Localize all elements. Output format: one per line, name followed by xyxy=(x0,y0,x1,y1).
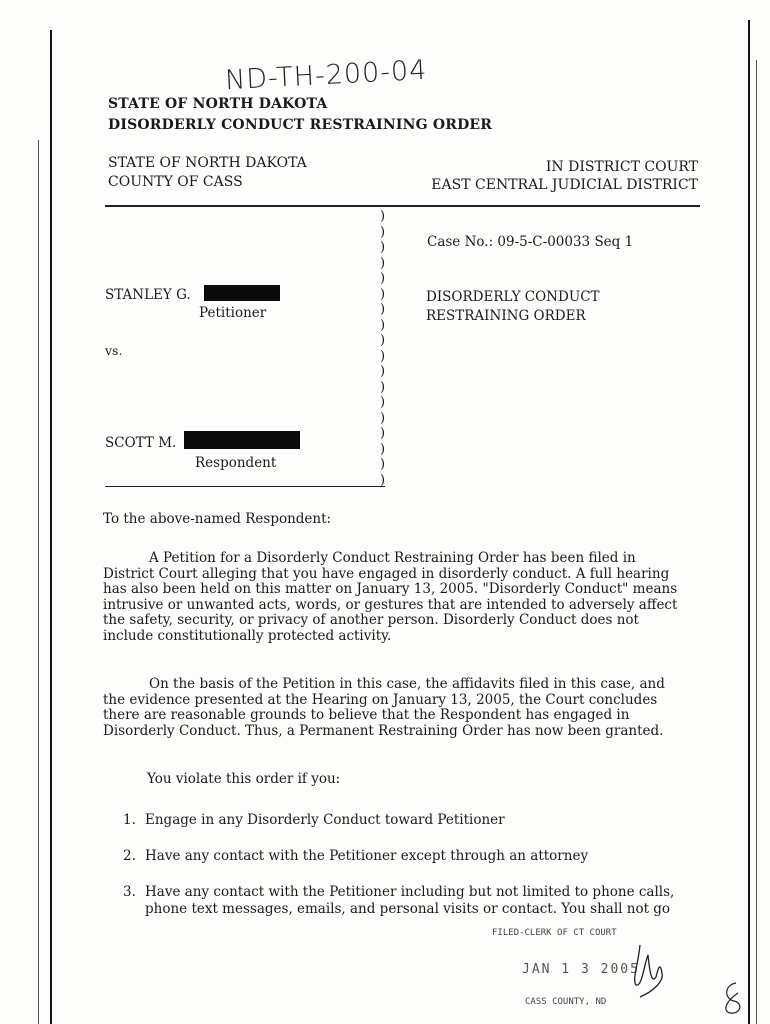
paragraph-1 xyxy=(103,551,695,644)
respondent-name: SCOTT M. xyxy=(105,435,177,451)
paragraph-2-line: there are reasonable grounds to believe that the Respondent has engaged in xyxy=(103,707,630,723)
paragraph-2-line: On the basis of the Petition in this case, the affidavits filed in this case, and xyxy=(149,676,665,692)
violate-intro: You violate this order if you: xyxy=(147,771,341,787)
petitioner-name: STANLEY G. xyxy=(105,287,191,303)
court-state: STATE OF NORTH DAKOTA xyxy=(108,155,307,171)
filed-stamp-county: CASS COUNTY, ND xyxy=(525,997,607,1007)
order-title-line1: DISORDERLY CONDUCT xyxy=(426,289,600,305)
filed-stamp-line1: FILED-CLERK OF CT COURT xyxy=(492,928,617,938)
header-title: DISORDERLY CONDUCT RESTRAINING ORDER xyxy=(108,117,493,133)
paragraph-2-line: Disorderly Conduct. Thus, a Permanent Restraining Order has now been granted. xyxy=(103,722,664,739)
court-name: IN DISTRICT COURT xyxy=(545,159,698,175)
versus-label: vs. xyxy=(105,343,123,358)
clerk-signature xyxy=(610,925,690,1005)
handwritten-case-code: ND-TH-200-04 xyxy=(224,54,429,97)
paragraph-2-line: the evidence presented at the Hearing on January 13, 2005, the Court concludes xyxy=(103,691,658,708)
list-item-number: 1. xyxy=(123,812,136,828)
court-district: EAST CENTRAL JUDICIAL DISTRICT xyxy=(431,177,698,193)
paragraph-1-line: District Court alleging that you have engaged in disorderly conduct. A full hearing xyxy=(103,565,670,582)
paragraph-1-line: include constitutionally protected activity. xyxy=(103,627,392,644)
caption-bottom-rule xyxy=(105,486,385,487)
paragraph-2 xyxy=(103,677,695,739)
petitioner-redaction xyxy=(204,285,280,301)
right-margin-line-thin xyxy=(756,60,757,1024)
paragraph-1-line: A Petition for a Disorderly Conduct Restraining Order has been filed in xyxy=(149,550,636,566)
left-margin-line xyxy=(50,30,52,1024)
petitioner-label: Petitioner xyxy=(199,305,267,321)
caption-top-rule xyxy=(105,205,700,207)
caption-parens: ) ) ) ) ) ) ) ) ) ) ) ) ) ) ) ) ) ) xyxy=(380,209,386,488)
filed-stamp-date: JAN 1 3 2005 xyxy=(522,962,640,977)
paragraph-1-line: has also been held on this matter on January 13, 2005. "Disorderly Conduct" means xyxy=(103,581,678,597)
paragraph-1-line: intrusive or unwanted acts, words, or gestures that are intended to adversely affect xyxy=(103,596,678,613)
case-number: Case No.: 09-5-C-00033 Seq 1 xyxy=(427,234,634,250)
list-item: Have any contact with the Petitioner including but not limited to phone calls, xyxy=(145,884,675,900)
court-county: COUNTY OF CASS xyxy=(108,174,243,190)
respondent-label: Respondent xyxy=(195,455,277,471)
list-item-continuation: phone text messages, emails, and personal visits or contact. You shall not go xyxy=(145,901,671,917)
left-margin-line-thin xyxy=(38,140,39,1024)
header-state: STATE OF NORTH DAKOTA xyxy=(108,96,328,112)
list-item: Engage in any Disorderly Conduct toward Petitioner xyxy=(145,812,505,828)
list-item-number: 2. xyxy=(123,848,136,864)
list-item: Have any contact with the Petitioner except through an attorney xyxy=(145,848,589,864)
respondent-redaction xyxy=(184,431,300,449)
right-margin-line xyxy=(748,20,750,1024)
margin-initials xyxy=(718,975,748,1020)
list-item-number: 3. xyxy=(123,884,136,900)
order-title-line2: RESTRAINING ORDER xyxy=(426,308,586,324)
salutation: To the above-named Respondent: xyxy=(103,511,332,527)
paragraph-1-line: the safety, security, or privacy of another person. Disorderly Conduct does not xyxy=(103,612,639,628)
